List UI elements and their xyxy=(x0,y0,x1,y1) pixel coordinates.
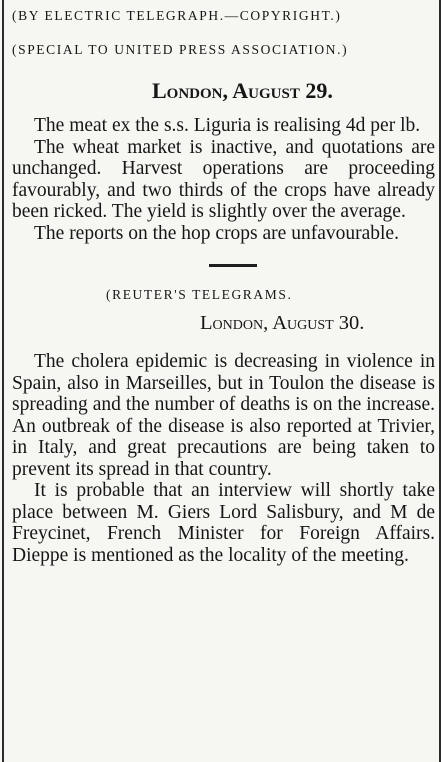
paragraph-cholera: The cholera epidemic is decreasing in violence in Spain, also in Marseilles, but in Toulon the disease is spreading and the number of deaths is on the increase. An outbreak of the disease is also reported at Trivier, in Italy, and great precautions are being taken to prevent its spread in that country. xyxy=(12,351,435,480)
column-rule-left xyxy=(2,0,4,762)
paragraph-hops: The reports on the hop crops are unfavourable. xyxy=(34,222,399,244)
dateline-august-30: London, August 30. xyxy=(200,312,365,334)
telegraph-source-line: (BY ELECTRIC TELEGRAPH.—COPYRIGHT.) xyxy=(12,8,342,23)
dateline-august-29: London, August 29. xyxy=(152,78,333,103)
paragraph-meat: The meat ex the s.s. Liguria is realising 4d per lb. xyxy=(34,115,421,136)
reuters-heading: (REUTER'S TELEGRAMS. xyxy=(106,287,293,302)
paragraph-interview: It is probable that an interview will shortly take place between M. Giers Lord Salisbury, and M de Freycinet, French Minister for Foreign Affairs. Dieppe is mentioned as the locality of the meeting. xyxy=(12,480,435,566)
paragraph-wheat: The wheat market is inactive, and quotations are unchanged. Harvest operations are proceeding favourably, and two thirds of the crops have already been ricked. The yield is slightly over the average. xyxy=(12,136,435,222)
special-association-line: (SPECIAL TO UNITED PRESS ASSOCIATION.) xyxy=(12,42,349,57)
